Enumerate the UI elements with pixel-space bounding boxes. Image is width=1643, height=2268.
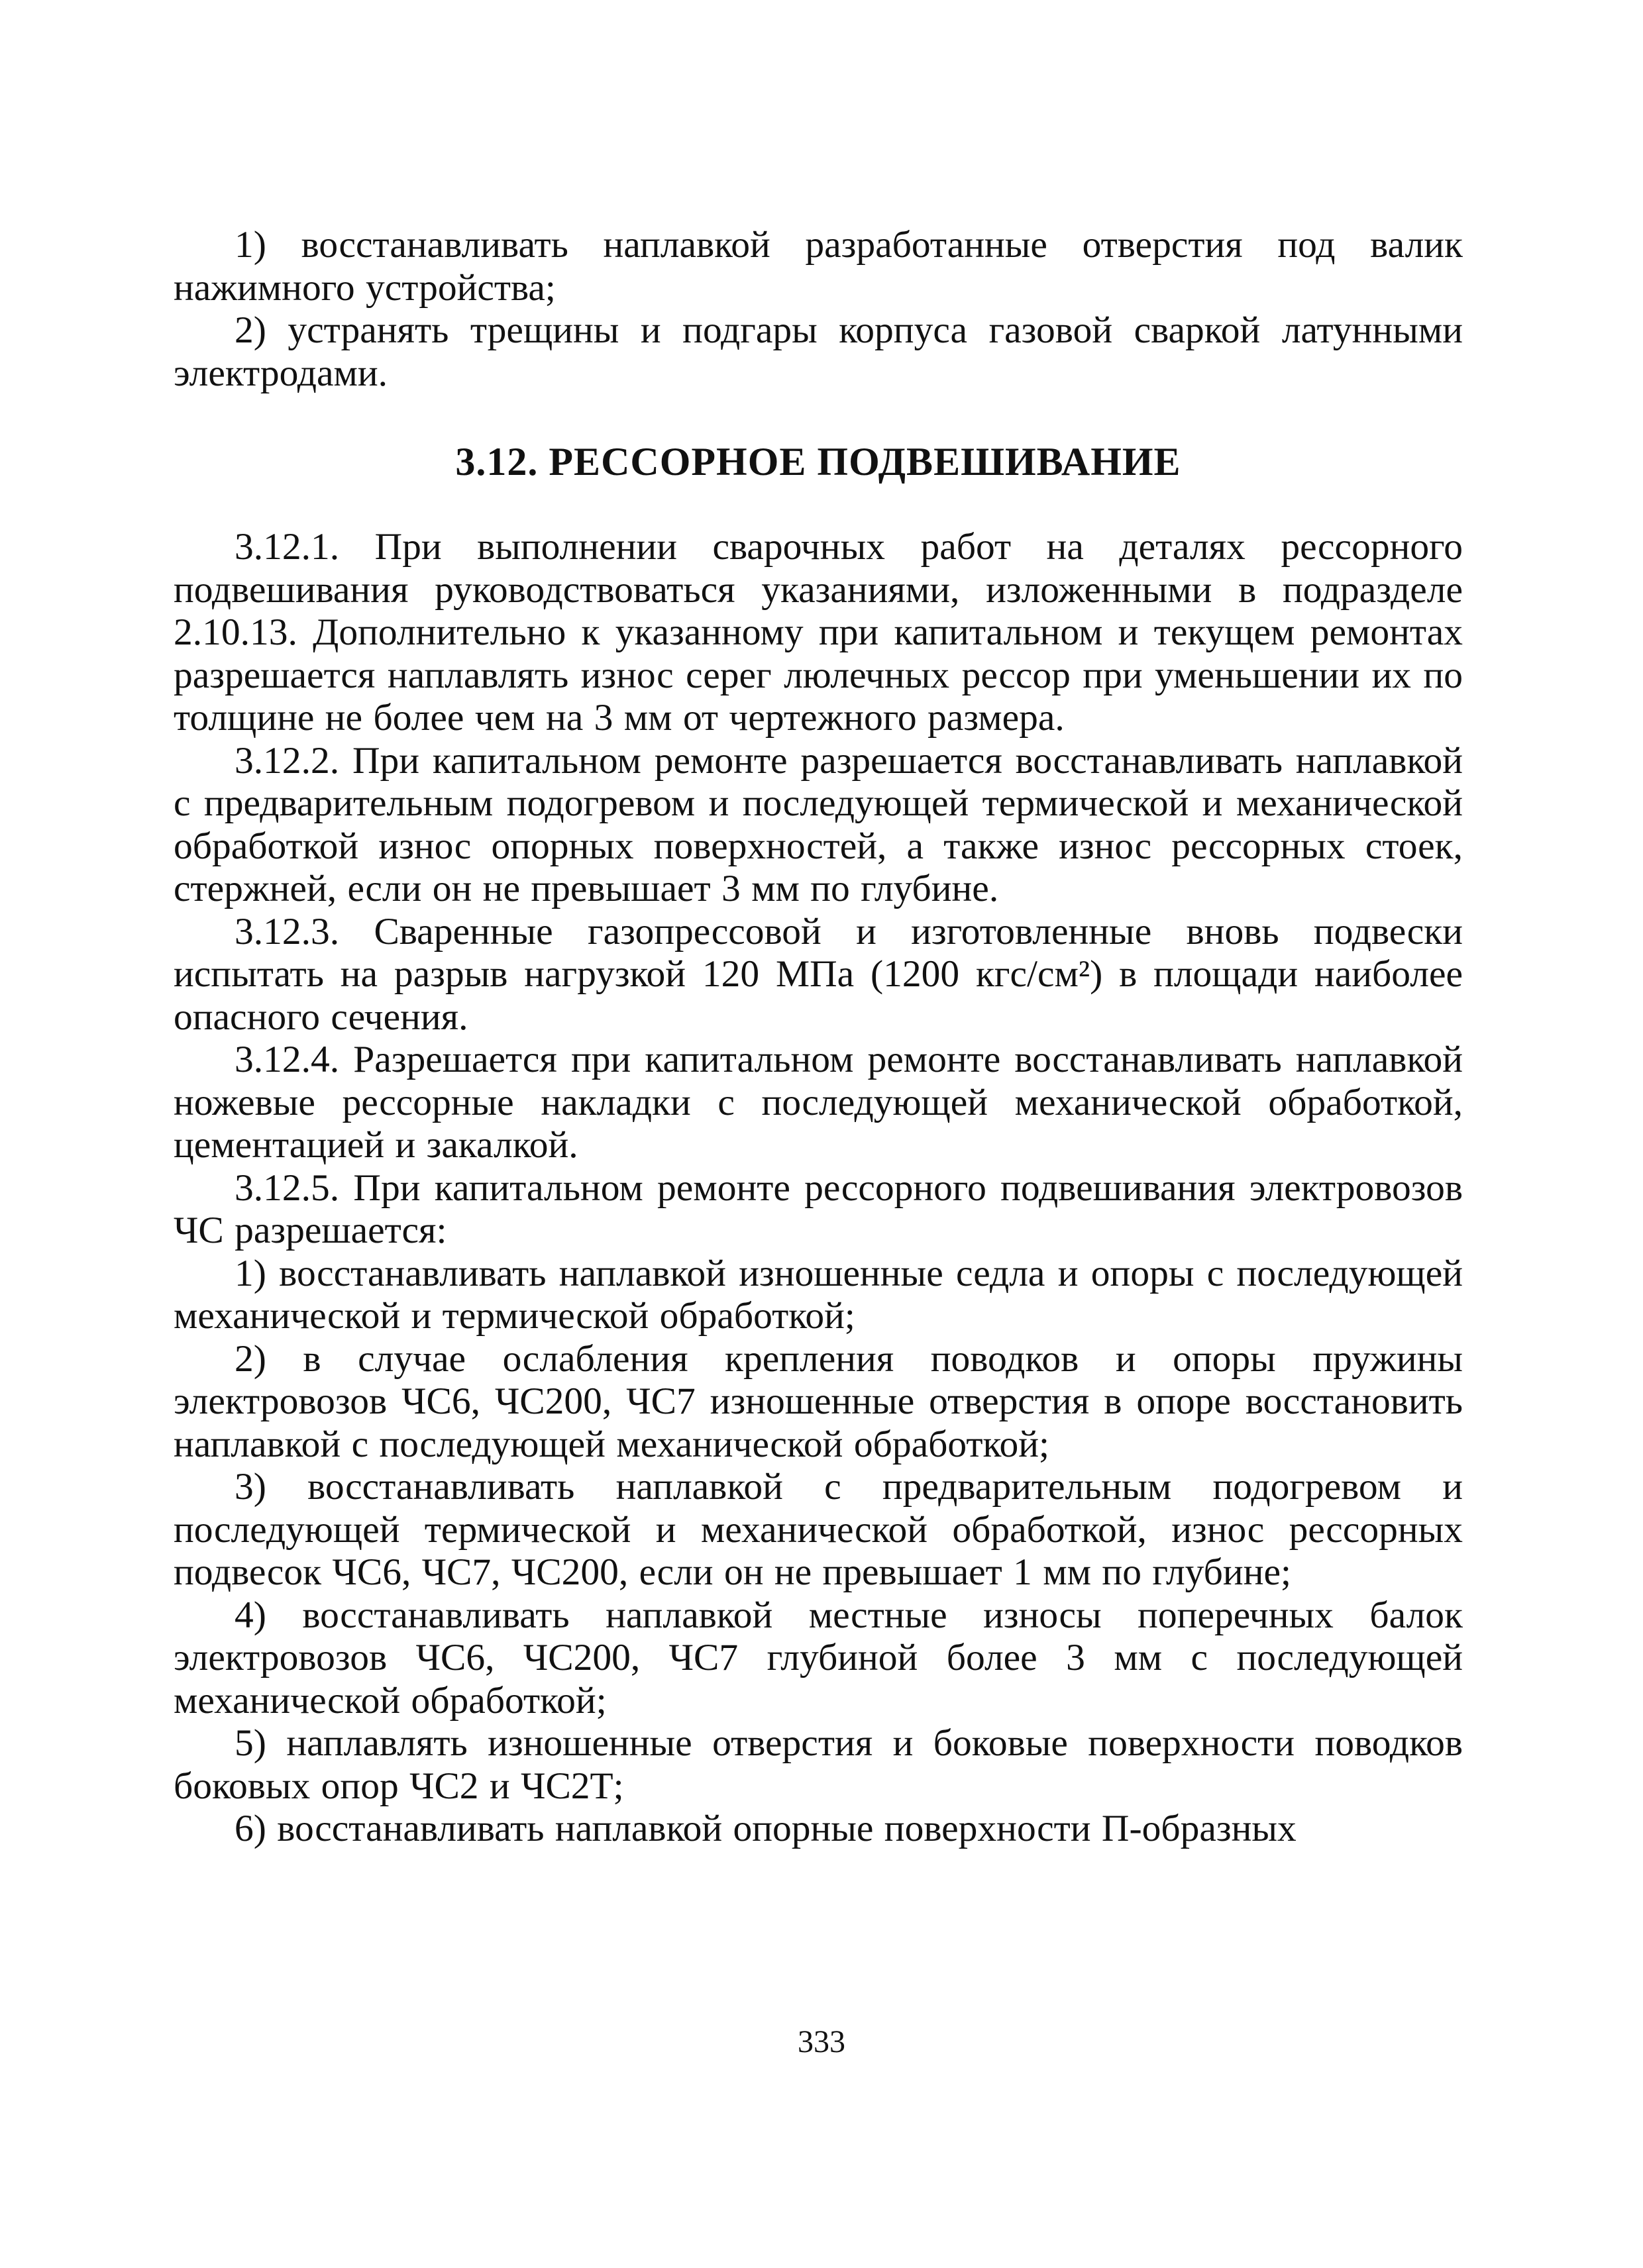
page-number: 333 <box>798 2024 845 2059</box>
paragraph: 3.12.3. Сваренные газопрессовой и изготовленные вновь подвески испытать на разрыв нагрузкой 120 МПа (1200 кгс/см²) в площади наиболее опасного сечения. <box>174 910 1463 1038</box>
list-item: 2) в случае ослабления крепления поводков и опоры пружины электровозов ЧС6, ЧС200, ЧС7 изношенные отверстия в опоре восстановить наплавкой с последующей механической обработкой; <box>174 1337 1463 1465</box>
paragraph: 3.12.2. При капитальном ремонте разрешается восстанавливать наплавкой с предварительным подогревом и последующей термической и механической обработкой износ опорных поверхностей, а также износ рессорных стоек, стержней, если он не превышает 3 мм по глубине. <box>174 739 1463 909</box>
paragraph: 3.12.5. При капитальном ремонте рессорного подвешивания электровозов ЧС разрешается: <box>174 1166 1463 1251</box>
list-item: 3) восстанавливать наплавкой с предварительным подогревом и последующей термической и механической обработкой, износ рессорных подвесок ЧС6, ЧС7, ЧС200, если он не превышает 1 мм по глубине; <box>174 1466 1463 1593</box>
list-item: 5) наплавлять изношенные отверстия и боковые поверхности поводков боковых опор ЧС2 и ЧС2Т; <box>174 1722 1463 1807</box>
section-heading: 3.12. РЕССОРНОЕ ПОДВЕШИВАНИЕ <box>455 440 1181 484</box>
paragraph: 1) восстанавливать наплавкой разработанные отверстия под валик нажимного устройства; <box>174 224 1463 309</box>
paragraph: 3.12.1. При выполнении сварочных работ на деталях рессорного подвешивания руководствоваться указаниями, изложенными в подразделе 2.10.13. Дополнительно к указанному при капитальном и текущем ремонтах разрешается наплавлять износ серег люлечных рессор при уменьшении их по толщине не более чем на 3 мм от чертежного размера. <box>174 526 1463 739</box>
list-item: 6) восстанавливать наплавкой опорные поверхности П-образных <box>235 1808 1297 1849</box>
paragraph: 2) устранять трещины и подгары корпуса газовой сваркой латунными электродами. <box>174 309 1463 394</box>
document-page <box>174 224 1463 1851</box>
list-item: 4) восстанавливать наплавкой местные износы поперечных балок электровозов ЧС6, ЧС200, ЧС7 глубиной более 3 мм с последующей механической обработкой; <box>174 1594 1463 1722</box>
list-item: 1) восстанавливать наплавкой изношенные седла и опоры с последующей механической и термической обработкой; <box>174 1252 1463 1337</box>
paragraph: 3.12.4. Разрешается при капитальном ремонте восстанавливать наплавкой ножевые рессорные накладки с последующей механической обработкой, цементацией и закалкой. <box>174 1039 1463 1166</box>
